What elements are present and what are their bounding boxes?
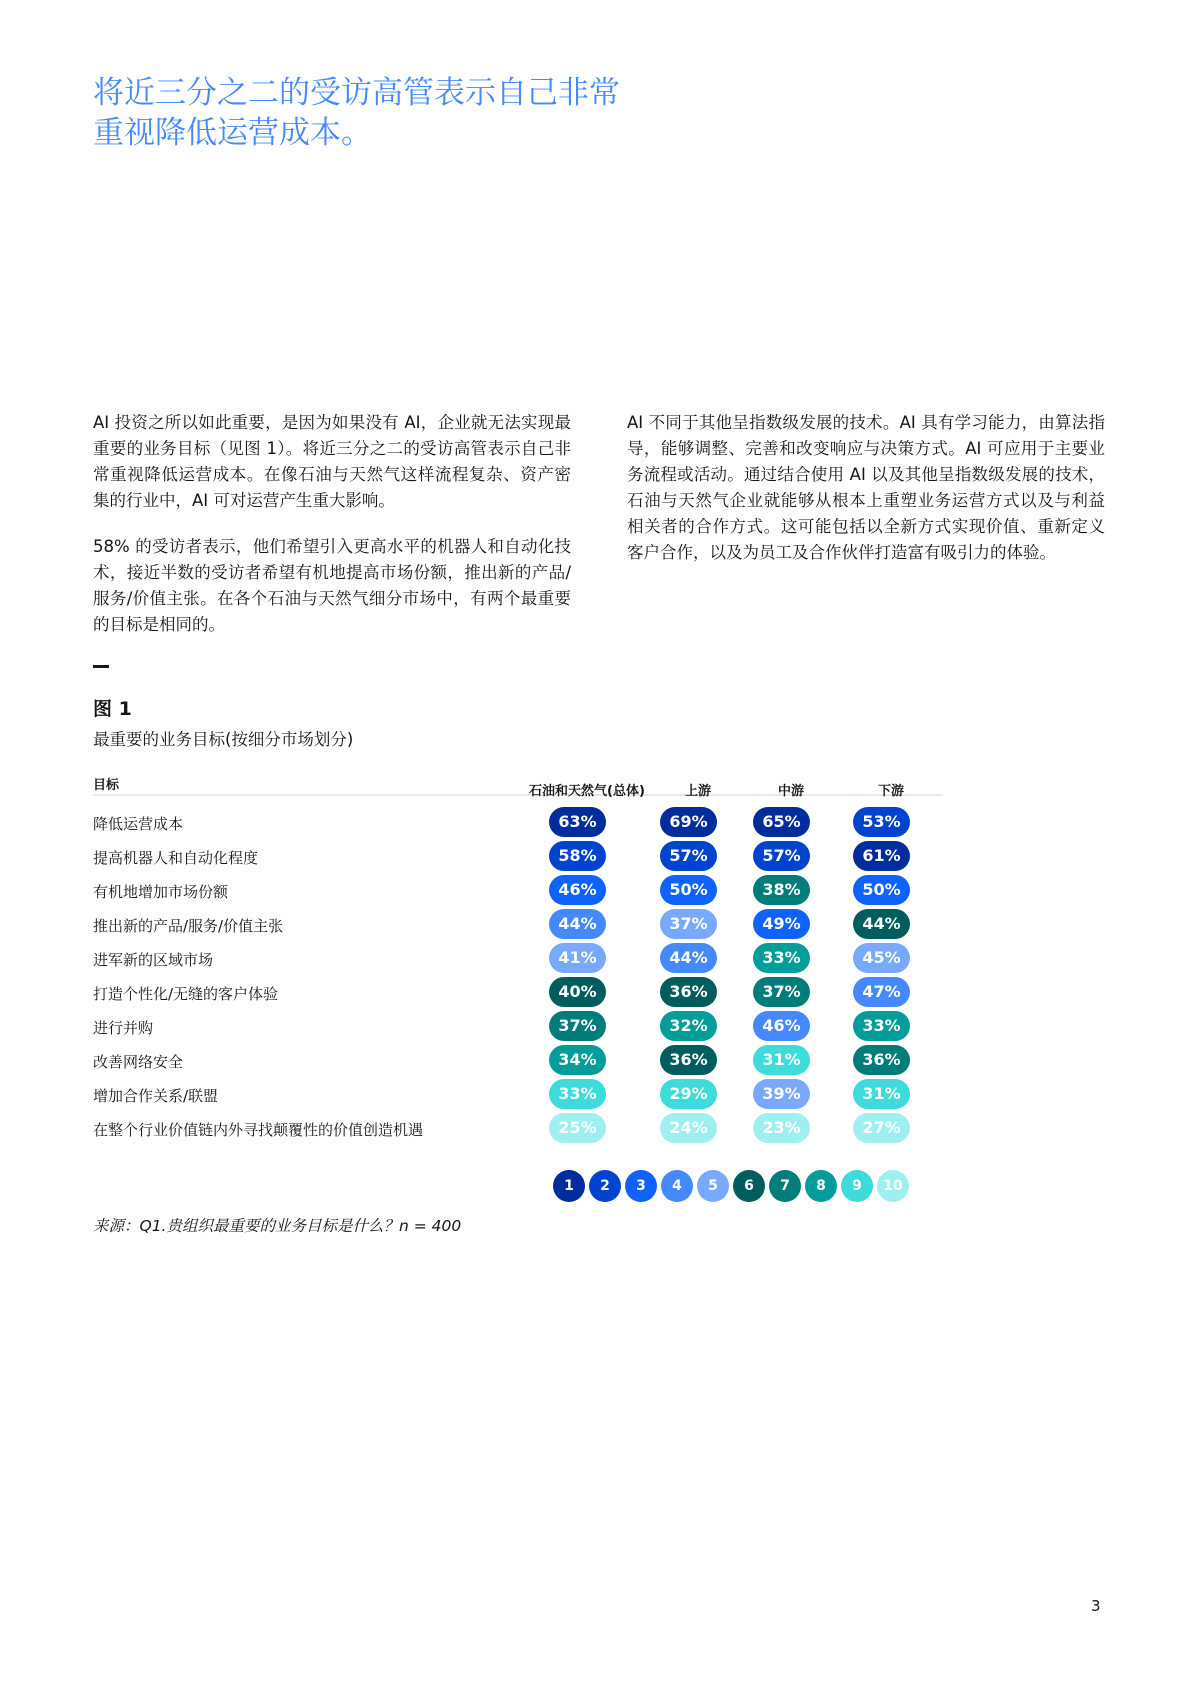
section-divider-dash xyxy=(93,665,109,668)
body-column-right xyxy=(627,410,1105,586)
value-pill: 37% xyxy=(753,977,810,1007)
table-body xyxy=(93,796,943,1145)
heading-line-1: 将近三分之二的受访高管表示自己非常 xyxy=(93,75,620,111)
rank-legend-dot: 9 xyxy=(841,1170,873,1202)
value-pill: 29% xyxy=(660,1079,717,1109)
column-header-overall: 石油和天然气(总体) xyxy=(529,784,645,799)
value-pill: 44% xyxy=(549,909,606,939)
table-row xyxy=(93,1111,943,1145)
goal-label: 有机地增加市场份额 xyxy=(93,883,229,901)
value-pill: 25% xyxy=(549,1113,606,1143)
table-row xyxy=(93,805,943,839)
value-pill: 37% xyxy=(660,909,717,939)
value-pill: 65% xyxy=(753,807,810,837)
table-row xyxy=(93,1009,943,1043)
column-header-downstream: 下游 xyxy=(877,784,904,799)
value-pill: 33% xyxy=(853,1011,910,1041)
value-pill: 36% xyxy=(853,1045,910,1075)
value-pill: 36% xyxy=(660,977,717,1007)
body-paragraph: AI 不同于其他呈指数级发展的技术。AI 具有学习能力，由算法指导，能够调整、完善和改变响应与决策方式。AI 可应用于主要业务流程或活动。通过结合使用 AI 以及其他呈指数级发展的技术，石油与天然气企业就能够从根本上重塑业务运营方式以及与利益相关者的合作方式。这可能包括以全新方式实现价值、重新定义客户合作，以及为员工及合作伙伴打造富有吸引力的体验。 xyxy=(627,413,1105,562)
table-row xyxy=(93,941,943,975)
value-pill: 50% xyxy=(660,875,717,905)
goal-label: 在整个行业价值链内外寻找颠覆性的价值创造机遇 xyxy=(93,1121,424,1139)
value-pill: 63% xyxy=(549,807,606,837)
goals-table xyxy=(93,768,943,1145)
goal-label: 打造个性化/无缝的客户体验 xyxy=(93,985,279,1003)
table-row xyxy=(93,907,943,941)
table-row xyxy=(93,1043,943,1077)
rank-legend-dot: 1 xyxy=(553,1170,585,1202)
value-pill: 61% xyxy=(853,841,910,871)
value-pill: 38% xyxy=(753,875,810,905)
value-pill: 49% xyxy=(753,909,810,939)
figure-source: 来源：Q1.贵组织最重要的业务目标是什么？n = 400 xyxy=(93,1217,462,1235)
rank-legend-dot: 3 xyxy=(625,1170,657,1202)
rank-legend-dot: 2 xyxy=(589,1170,621,1202)
goal-label: 进行并购 xyxy=(93,1019,154,1037)
body-column-left xyxy=(93,410,571,658)
rank-legend-dot: 10 xyxy=(877,1170,909,1202)
value-pill: 39% xyxy=(753,1079,810,1109)
rank-legend-dot: 8 xyxy=(805,1170,837,1202)
value-pill: 45% xyxy=(853,943,910,973)
value-pill: 36% xyxy=(660,1045,717,1075)
value-pill: 41% xyxy=(549,943,606,973)
goal-label: 改善网络安全 xyxy=(93,1053,184,1071)
page-heading xyxy=(93,73,693,153)
table-row xyxy=(93,873,943,907)
rank-legend-dot: 7 xyxy=(769,1170,801,1202)
value-pill: 44% xyxy=(853,909,910,939)
value-pill: 24% xyxy=(660,1113,717,1143)
value-pill: 57% xyxy=(660,841,717,871)
value-pill: 58% xyxy=(549,841,606,871)
figure-label: 图 1 xyxy=(93,698,132,720)
value-pill: 33% xyxy=(753,943,810,973)
goal-label: 增加合作关系/联盟 xyxy=(93,1087,219,1105)
value-pill: 50% xyxy=(853,875,910,905)
rank-legend-dot: 6 xyxy=(733,1170,765,1202)
value-pill: 47% xyxy=(853,977,910,1007)
goal-label: 降低运营成本 xyxy=(93,815,184,833)
table-header xyxy=(93,768,943,799)
column-header-goal: 目标 xyxy=(93,778,120,793)
table-row xyxy=(93,975,943,1009)
value-pill: 27% xyxy=(853,1113,910,1143)
goal-label: 提高机器人和自动化程度 xyxy=(93,849,259,867)
value-pill: 23% xyxy=(753,1113,810,1143)
value-pill: 32% xyxy=(660,1011,717,1041)
value-pill: 37% xyxy=(549,1011,606,1041)
value-pill: 53% xyxy=(853,807,910,837)
table-row xyxy=(93,839,943,873)
heading-line-2: 重视降低运营成本。 xyxy=(93,115,372,151)
body-paragraph: AI 投资之所以如此重要，是因为如果没有 AI，企业就无法实现最重要的业务目标（见图 1）。将近三分之二的受访高管表示自己非常重视降低运营成本。在像石油与天然气这样流程复杂、资产密集的行业中，AI 可对运营产生重大影响。 xyxy=(93,413,571,510)
value-pill: 46% xyxy=(549,875,606,905)
value-pill: 69% xyxy=(660,807,717,837)
value-pill: 34% xyxy=(549,1045,606,1075)
value-pill: 46% xyxy=(753,1011,810,1041)
value-pill: 31% xyxy=(753,1045,810,1075)
value-pill: 33% xyxy=(549,1079,606,1109)
rank-legend xyxy=(553,1170,909,1202)
goal-label: 进军新的区域市场 xyxy=(93,951,214,969)
value-pill: 40% xyxy=(549,977,606,1007)
column-header-upstream: 上游 xyxy=(684,784,711,799)
column-header-midstream: 中游 xyxy=(777,784,804,799)
value-pill: 57% xyxy=(753,841,810,871)
rank-legend-dot: 4 xyxy=(661,1170,693,1202)
goal-label: 推出新的产品/服务/价值主张 xyxy=(93,917,284,935)
body-paragraph: 58% 的受访者表示，他们希望引入更高水平的机器人和自动化技术，接近半数的受访者希望有机地提高市场份额，推出新的产品/服务/价值主张。在各个石油与天然气细分市场中，有两个最重要的目标是相同的。 xyxy=(93,537,571,634)
table-row xyxy=(93,1077,943,1111)
value-pill: 31% xyxy=(853,1079,910,1109)
figure-title: 最重要的业务目标(按细分市场划分) xyxy=(93,730,354,749)
rank-legend-dot: 5 xyxy=(697,1170,729,1202)
value-pill: 44% xyxy=(660,943,717,973)
page-number: 3 xyxy=(1091,1597,1101,1615)
